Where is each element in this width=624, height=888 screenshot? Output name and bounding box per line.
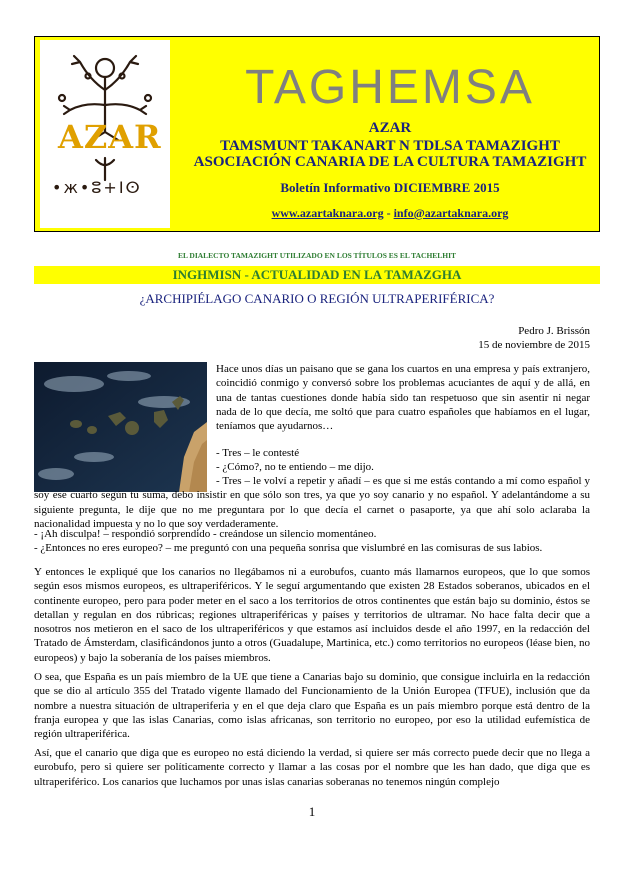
paragraph-4: Así, que el canario que diga que es europeo no está diciendo la verdad, si quiere ser más correcto puede decir que no llega a eurobufo, pero si quiere ser políticamente correcto y llamar a las cosas por el nombre que les han dado, que diga que es ultraperiférico. Los canarios que luchamos por unas islas canarias soberanas no tenemos ningún complejo xyxy=(34,747,590,788)
org-name-tamazight: TAMSMUNT TAKANART N TDLSA TAMAZIGHT xyxy=(220,138,560,154)
article-byline xyxy=(478,324,590,352)
bulletin-edition: Boletín Informativo DICIEMBRE 2015 xyxy=(280,180,500,195)
page-number: 1 xyxy=(308,804,316,819)
article-title: ¿ARCHIPIÉLAGO CANARIO O REGIÓN ULTRAPERIFÉRICA? xyxy=(139,291,495,306)
dialogue-line-4: - ¡Ah disculpa! – respondió sorprendido - creándose un silencio momentáneo. xyxy=(34,528,377,540)
email-link[interactable]: info@azartaknara.org xyxy=(393,206,509,220)
dialect-note: EL DIALECTO TAMAZIGHT UTILIZADO EN LOS TÍTULOS ES EL TACHELHIT xyxy=(177,251,457,260)
satellite-image xyxy=(34,362,207,492)
logo-text: AZAR xyxy=(58,118,162,156)
author-name: Pedro J. Brissón xyxy=(518,325,590,337)
website-link[interactable]: www.azartaknara.org xyxy=(271,206,384,220)
paragraph-3: O sea, que España es un país miembro de la UE que tiene a Canarias bajo su dominio, que consigue incluirla en la redacción que se dio al artículo 355 del Tratado vigente llamado del Funcionamiento de la Unión Europea (TFUE), inclusión que da nombre a nuestra situación de ultraperiferia y en el que deja claro que España es un país miembro porque está dentro de la franja europea y que las islas Canarias, como islas africanas, son territorio no europeo, por eso la utilidad eufemística de región ultraperiférica. xyxy=(34,671,590,741)
org-name: AZAR xyxy=(368,120,412,136)
azar-logo xyxy=(40,40,170,228)
dialogue-line-5: - ¿Entonces no eres europeo? – me preguntó con una pequeña sonrisa que vislumbré en las comisuras de sus labios. xyxy=(34,542,543,554)
contact-links xyxy=(180,206,600,221)
org-name-spanish: ASOCIACIÓN CANARIA DE LA CULTURA TAMAZIGHT xyxy=(193,154,587,170)
paragraph-2: Y entonces le expliqué que los canarios no llegábamos ni a eurobufos, cuanto más llamarnos europeos, que lo que somos según esos mismos europeos, es ultraperiféricos. Y le seguí argumentando que existen 28 Estados soberanos, ubicados en el continente europeo, pero para poder meter en el saco a los territorios de otros continentes que están bajo su dominio, éstos se detallan y regulan en dos rúbricas; regiones ultraperiféricas y países y territorios de ultramar. No hace falta decir que a nosotros nos metieron en el saco de los ultraperiféricos y que estamos así incluidos desde el año 1997, en la redacción del Tratado de Ámsterdam, clasificándonos junto a otros (Guadalupe, Martinica, etc.) como territorios no europeos (léase bien, no europeos) y bajo la soberanía de los países miembros. xyxy=(34,566,590,664)
dialogue-line-2: - ¿Cómo?, no te entiendo – me dijo. xyxy=(216,461,374,473)
article-date: 15 de noviembre de 2015 xyxy=(478,339,590,351)
logo-tifinagh: •ж•ⵓ+ⵏⵙ xyxy=(52,178,142,197)
paragraph-1: Hace unos días un paisano que se gana los cuartos en una empresa y país extranjero, coincidió conmigo y conversó sobre los problemas acuciantes de aquí y de allá, en una de tantas cuestiones donde había sido tan respetuoso que sin asentir ni negar nada de lo que decía, me soltó que para cuatro españoles que habíamos en el lugar, teníamos que ayudarnos… xyxy=(216,363,590,433)
section-heading: INGHMISN - ACTUALIDAD EN LA TAMAZGHA xyxy=(34,266,600,284)
link-separator: - xyxy=(383,206,394,220)
dialogue-line-1: - Tres – le contesté xyxy=(216,447,300,459)
bulletin-title: TAGHEMSA xyxy=(245,61,535,114)
dialogue-line-3: - Tres – le volví a repetir y añadí – es que si me estás contando a mí como español y soy ese cuarto según tu suma, debo insistir en que sólo son tres, ya que yo soy canario y no español. Y adelantándome a su siguiente pregunta, le dije que no me preguntara por lo que decía el carnet o pasaporte, ya que ahí solo aclaraba la nacionalidad impuesta y no lo que soy verdaderamente. xyxy=(34,475,590,530)
